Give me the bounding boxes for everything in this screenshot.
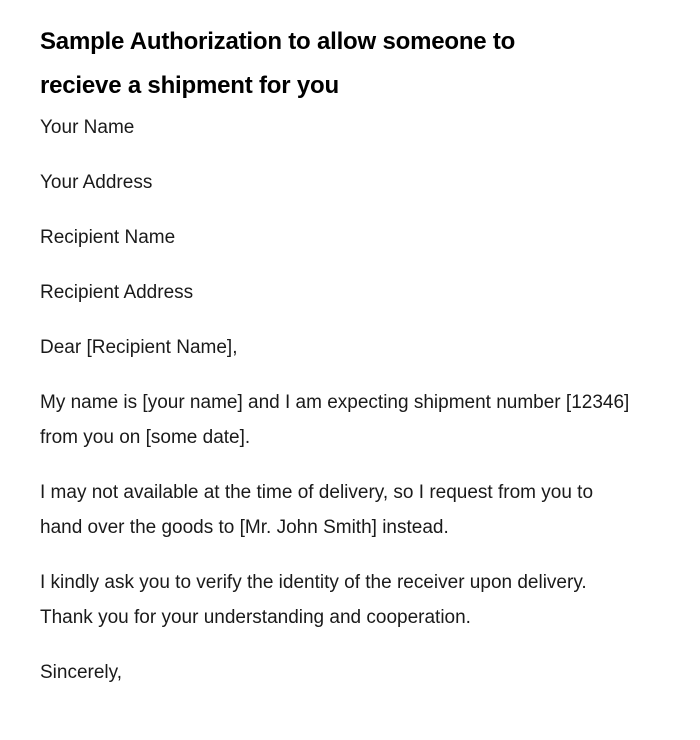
recipient-address: Recipient Address xyxy=(40,282,194,303)
recipient-name: Recipient Name xyxy=(40,227,176,248)
sender-address: Your Address xyxy=(40,172,153,193)
sender-name: Your Name xyxy=(40,117,135,138)
paragraph-delivery-request: I may not available at the time of delivery, so I request from you to hand over the goods to [Mr. John Smith] instead. xyxy=(40,482,594,538)
closing: Sincerely, xyxy=(40,662,123,683)
paragraph-verification: I kindly ask you to verify the identity of the receiver upon delivery. Thank you for your understanding and cooperation. xyxy=(40,572,587,628)
salutation: Dear [Recipient Name], xyxy=(40,337,238,358)
document-title: Sample Authorization to allow someone to recieve a shipment for you xyxy=(40,28,516,99)
paragraph-shipment: My name is [your name] and I am expecting shipment number [12346] from you on [some date]. xyxy=(40,392,630,448)
